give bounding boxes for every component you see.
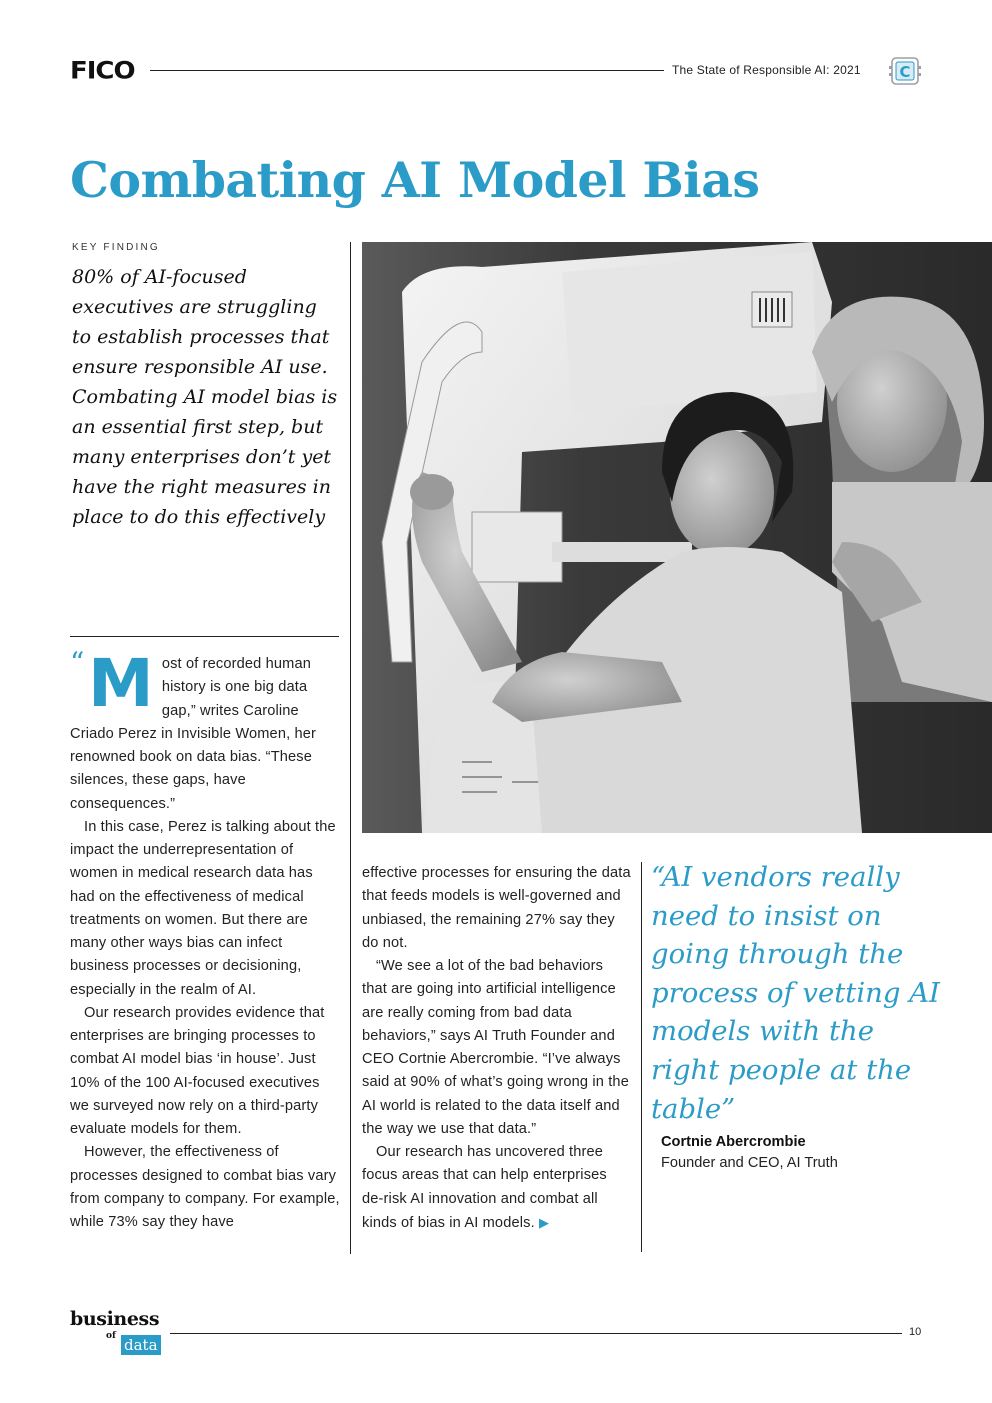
- logo-of: of: [106, 1331, 116, 1341]
- header-rule: [150, 70, 664, 71]
- pull-quote: “AI vendors really need to insist on going through the process of vetting AI models with the right people at the table”: [651, 861, 940, 1125]
- quote-author-role: Founder and CEO, AI Truth: [661, 1155, 838, 1171]
- paragraph: “We see a lot of the bad behaviors that are going into artificial intelligence are really coming from bad data behaviors,” says AI Truth Founder and CEO Cortnie Abercrombie. “I’ve always said at 90% of what’s going wrong in the AI world is related to the data itself and the way we use that data.”: [362, 958, 629, 1137]
- mammogram-photo: [362, 242, 992, 833]
- body-column-1: [70, 645, 340, 1234]
- key-finding-text: 80% of AI-focused executives are struggling to establish processes that ensure responsible AI use. Combating AI model bias is an essential first step, but many enterprises don’t yet have the right measures in place to do this effectively: [72, 266, 338, 528]
- paragraph: However, the effectiveness of processes designed to combat bias vary from company to company. For example, while 73% say they have: [70, 1144, 340, 1230]
- drop-cap: M: [88, 645, 154, 722]
- fico-logo: FICO: [70, 57, 135, 85]
- body-column-2: [362, 862, 632, 1235]
- continue-arrow-icon[interactable]: ▶: [539, 1214, 550, 1230]
- key-finding-label: KEY FINDING: [72, 242, 160, 253]
- paragraph: Our research has uncovered three focus areas that can help enterprises de-risk AI innovation and combat all kinds of bias in AI models.: [362, 1144, 607, 1231]
- paragraph: effective processes for ensuring the data that feeds models is well-governed and unbiased, the remaining 27% say they do not.: [362, 865, 631, 951]
- logo-data: data: [121, 1335, 161, 1355]
- paragraph: Our research provides evidence that enterprises are bringing processes to combat AI model bias ‘in house’. Just 10% of the 100 AI-focused executives we surveyed now rely on a third-party evaluate models for them.: [70, 1004, 325, 1137]
- opening-quote: “: [70, 646, 85, 679]
- page-title: Combating AI Model Bias: [70, 151, 760, 209]
- column-divider: [641, 862, 642, 1252]
- chapter-badge-icon: [889, 56, 921, 86]
- business-of-data-logo: business: [70, 1308, 160, 1330]
- publication-title: The State of Responsible AI: 2021: [672, 63, 861, 77]
- page-number: 10: [909, 1326, 922, 1338]
- paragraph: In this case, Perez is talking about the impact the underrepresentation of women in medical research data has had on the effectiveness of medical treatments on women. But there are many other ways bias can infect business processes or decisioning, especially in the realm of AI.: [70, 818, 336, 998]
- paragraph: ost of recorded human history is one big data gap,” writes Caroline Criado Perez in Invisible Women, her renowned book on data bias. “These silences, these gaps, have consequences.”: [70, 656, 317, 812]
- quote-author-name: Cortnie Abercrombie: [661, 1134, 806, 1150]
- column-divider: [350, 242, 351, 1254]
- badge-letter: C: [899, 63, 911, 81]
- footer-rule: [170, 1333, 902, 1334]
- section-rule: [70, 636, 339, 637]
